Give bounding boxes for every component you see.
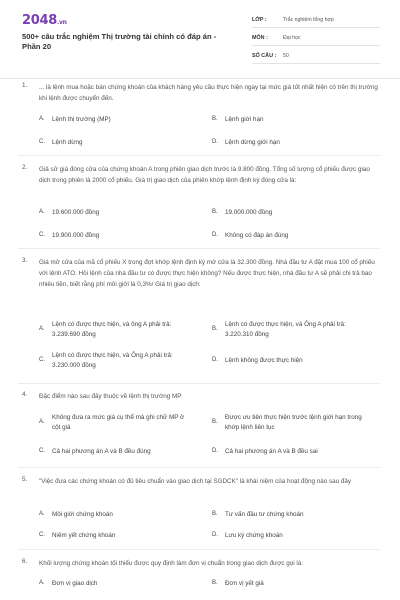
option-text: Lệnh dừng: [52, 139, 83, 146]
option-letter: B.: [212, 326, 218, 332]
option-letter: D.: [212, 139, 218, 145]
page-title: 500+ câu trắc nghiệm Thị trường tài chính có đáp án - Phần 20: [22, 32, 217, 51]
option-text: 19.000.000 đồng: [225, 209, 273, 216]
option-letter: D.: [212, 232, 218, 238]
logo-text: 2048: [22, 13, 57, 28]
option-letter: D.: [212, 532, 218, 538]
option-letter: B.: [212, 116, 218, 122]
option-text: Không đưa ra mức giá cụ thể mà ghi chữ MP ở cột giá: [52, 414, 185, 431]
question-divider: [18, 467, 380, 468]
option-letter: A.: [39, 580, 45, 586]
question-divider: [18, 155, 380, 156]
question-number: 2.: [22, 164, 28, 171]
option-a[interactable]: [39, 579, 192, 589]
option-b[interactable]: [212, 320, 365, 339]
option-letter: C.: [39, 232, 45, 238]
meta-key: LỚP :: [252, 16, 267, 23]
option-letter: A.: [39, 511, 45, 517]
question-text: Đặc điểm nào sau đây thuộc về lệnh thị trường MP: [39, 393, 182, 400]
option-text: Lưu ký chứng khoán: [225, 532, 283, 539]
option-text: Được ưu tiên thực hiện trước lệnh giới hạn trong khớp lệnh liên tục: [225, 414, 362, 431]
option-a[interactable]: [39, 510, 192, 520]
doc-meta: [252, 12, 380, 66]
question-number: 1.: [22, 82, 28, 89]
option-c[interactable]: [39, 138, 192, 148]
option-d[interactable]: [212, 231, 365, 241]
option-text: Lệnh có được thực hiện, và Ông A phải trả: 3.220.310 đồng: [225, 321, 346, 338]
meta-key: MÔN :: [252, 34, 268, 41]
meta-row-subject: [252, 30, 380, 46]
question-text: Giá mở cửa của mã cổ phiếu X trong đợt khớp lệnh định kỳ mở cửa là 32.300 đồng. Nhà đầu tư A đặt mua 100 cổ phiếu với lệnh ATO. Hỏi lệnh của nhà đầu tư có được thực hiện không? Nếu được thực hiện, nhà đầu tư A sẽ phải chi trả bao nhiêu tiền, biết rằng phí môi giới là 0,3%/ Giá trị giao dịch:: [39, 259, 375, 288]
option-c[interactable]: [39, 447, 192, 457]
option-a[interactable]: [39, 413, 192, 432]
option-text: Niêm yết chứng khoán: [52, 532, 116, 539]
option-d[interactable]: [212, 447, 365, 457]
meta-row-class: [252, 12, 380, 28]
option-text: Lệnh giới hạn: [225, 116, 264, 123]
option-letter: B.: [212, 511, 218, 517]
option-d[interactable]: [212, 356, 365, 366]
option-text: Không có đáp án đúng: [225, 232, 289, 239]
option-letter: D.: [212, 357, 218, 363]
option-b[interactable]: [212, 413, 365, 432]
site-logo[interactable]: [22, 13, 67, 28]
option-letter: B.: [212, 419, 218, 425]
option-c[interactable]: [39, 531, 192, 541]
option-letter: A.: [39, 326, 45, 332]
question-divider: [18, 248, 380, 249]
option-b[interactable]: [212, 208, 365, 218]
option-a[interactable]: [39, 320, 192, 339]
option-a[interactable]: [39, 208, 192, 218]
meta-row-count: [252, 48, 380, 64]
question-number: 5.: [22, 476, 28, 483]
option-b[interactable]: [212, 579, 365, 589]
option-c[interactable]: [39, 351, 192, 370]
question-text: Giả sử giá đóng cửa của chứng khoán A trong phiên giao dịch trước là 9.800 đồng. Tổng số lượng cổ phiếu được giao dịch trong phiên là 2000 cổ phiếu. Giá trị giao dịch của phiên khớp lệnh định kỳ đóng cửa là:: [39, 166, 370, 184]
option-letter: A.: [39, 209, 45, 215]
meta-value: Đại học: [283, 34, 301, 41]
option-letter: B.: [212, 209, 218, 215]
question-number: 6.: [22, 558, 28, 565]
option-c[interactable]: [39, 231, 192, 241]
option-letter: C.: [39, 448, 45, 454]
option-text: Môi giới chứng khoán: [52, 511, 113, 518]
option-text: Lệnh thị trường (MP): [52, 116, 111, 123]
option-letter: D.: [212, 448, 218, 454]
question-number: 3.: [22, 257, 28, 264]
question-divider: [18, 549, 380, 550]
question-text: Khối lượng chứng khoán tối thiểu được quy định làm đơn vị chuẩn trong giao dịch được gọi là:: [39, 560, 304, 567]
option-d[interactable]: [212, 531, 365, 541]
option-text: Đơn vị yết giá: [225, 580, 264, 587]
option-letter: C.: [39, 532, 45, 538]
meta-value: Trắc nghiệm tổng hợp: [283, 16, 334, 23]
option-b[interactable]: [212, 510, 365, 520]
meta-key: SỐ CÂU :: [252, 52, 277, 59]
option-d[interactable]: [212, 138, 365, 148]
option-a[interactable]: [39, 115, 192, 125]
question-divider: [18, 383, 380, 384]
option-text: Lệnh có được thực hiện, và Ông A phải trả: 3.230.000 đồng: [52, 352, 173, 369]
option-text: Lệnh có được thực hiện, và ông A phải trả: 3.239.690 đồng: [52, 321, 172, 338]
option-letter: B.: [212, 580, 218, 586]
option-text: Đơn vị giao dịch: [52, 580, 98, 587]
question-number: 4.: [22, 391, 28, 398]
meta-value: 50: [283, 52, 289, 59]
option-text: Lệnh dừng giới hạn: [225, 139, 280, 146]
question-text: ... là lệnh mua hoặc bán chứng khoán của khách hàng yêu cầu thực hiện ngay tại mức giá tốt nhất hiện có trên thị trường khi lệnh được chuyển đến.: [39, 84, 378, 102]
option-text: Lệnh không được thực hiện: [225, 357, 303, 364]
option-b[interactable]: [212, 115, 365, 125]
page-header: [0, 0, 400, 78]
option-letter: A.: [39, 419, 45, 425]
logo-tld: .vn: [56, 19, 67, 26]
option-text: Tư vấn đầu tư chứng khoán: [225, 511, 304, 518]
option-text: Cả hai phương án A và B đều đúng: [52, 448, 151, 455]
option-letter: C.: [39, 139, 45, 145]
option-letter: C.: [39, 357, 45, 363]
option-letter: A.: [39, 116, 45, 122]
question-text: "Việc đưa các chứng khoán có đủ tiêu chuẩn vào giao dịch tại SGDCK" là khái niệm của hoạt động nào sau đây: [39, 478, 352, 485]
option-text: 19.600.000 đồng: [52, 209, 100, 216]
option-text: Cả hai phương án A và B đều sai: [225, 448, 318, 455]
option-text: 19.900.000 đồng: [52, 232, 100, 239]
header-divider: [0, 78, 400, 79]
